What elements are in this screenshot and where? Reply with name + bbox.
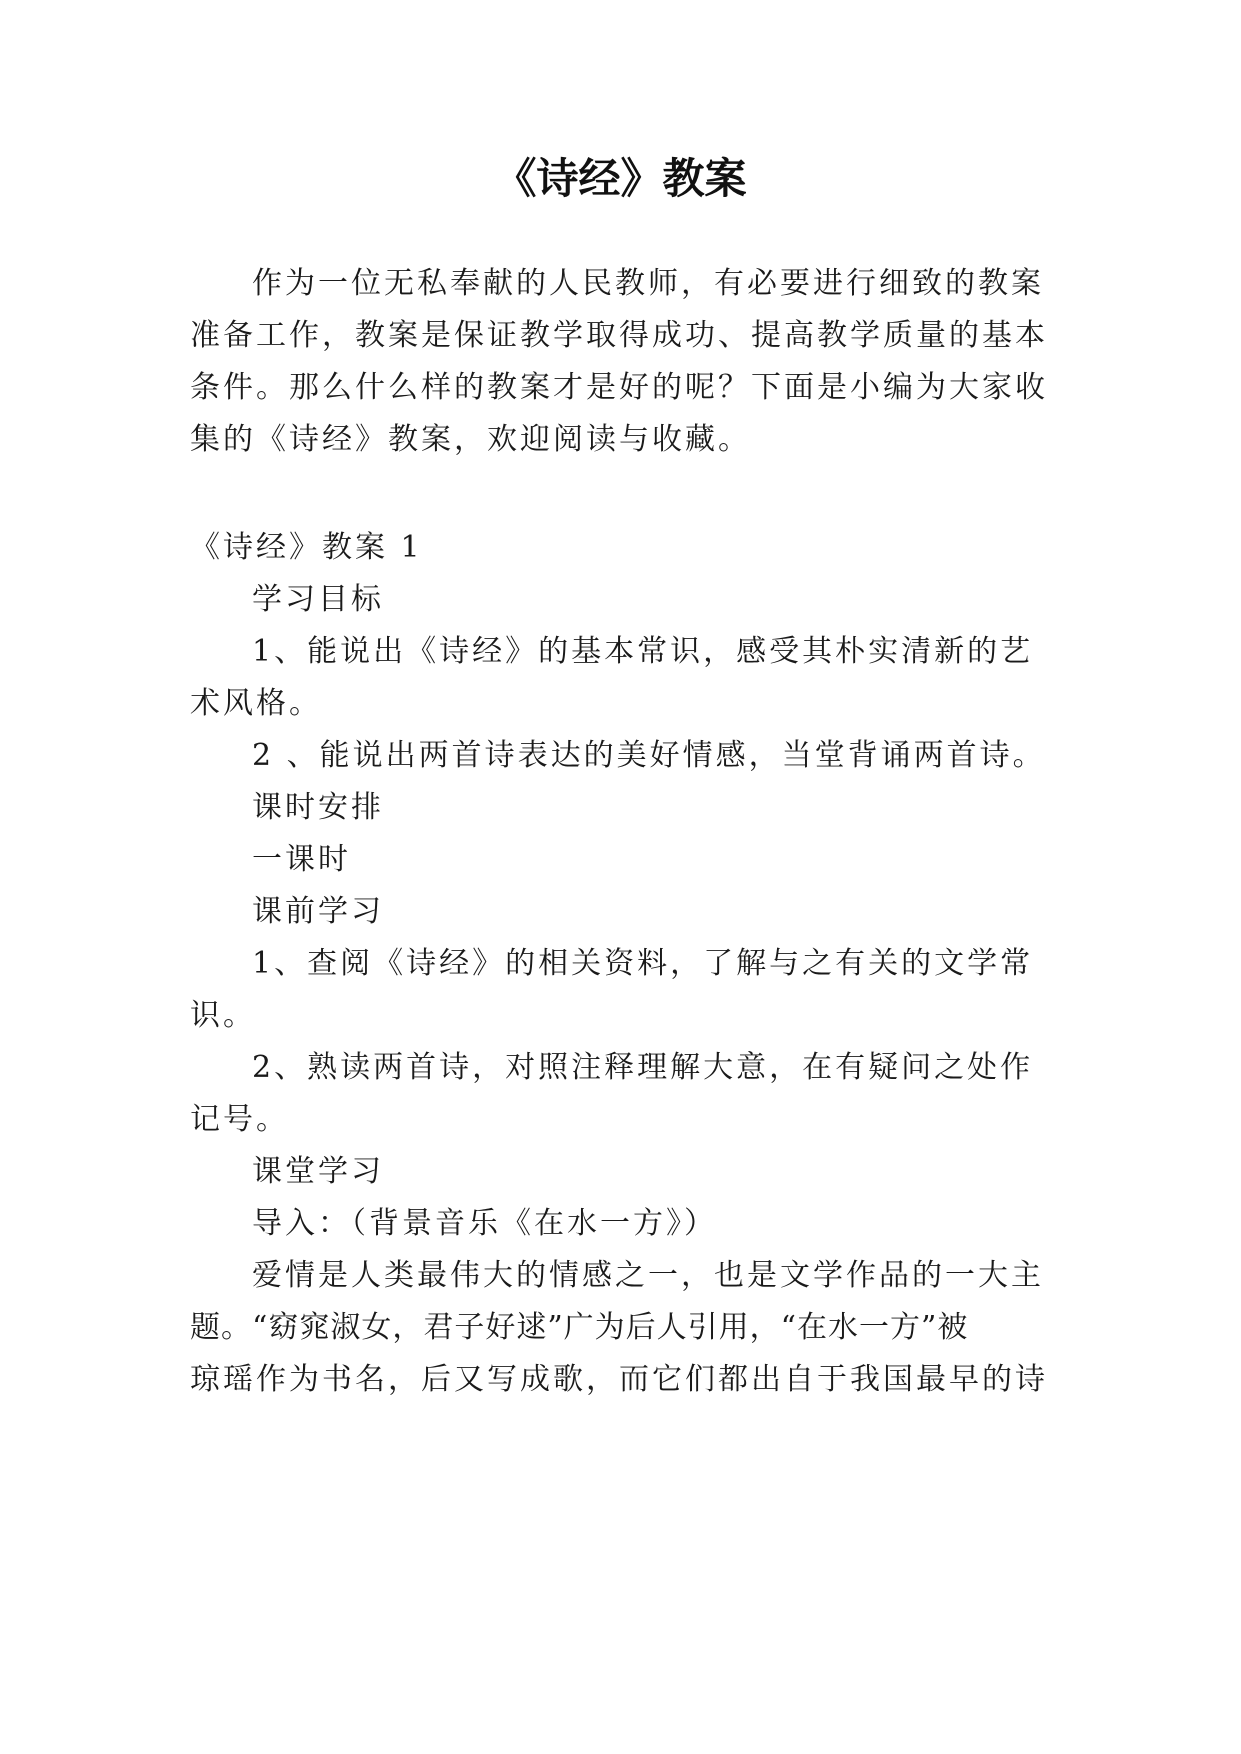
paragraph-line-2: 题。“窈窕淑女，君子好逑”广为后人引用，“在水一方”被 [190,1310,969,1345]
intro-line-2: 准备工作，教案是保证教学取得成功、提高教学质量的基本 [190,318,1048,353]
heading-prestudy: 课前学习 [252,894,384,929]
goal-1-line-1: 1、能说出《诗经》的基本常识，感受其朴实清新的艺 [252,634,1034,669]
intro-music: 导入：（背景音乐《在水一方》） [252,1206,717,1241]
goal-1-line-2: 术风格。 [190,686,322,721]
prestudy-1-line-2: 识。 [190,998,256,1033]
paragraph-line-3: 琼瑶作为书名，后又写成歌，而它们都出自于我国最早的诗 [190,1362,1048,1397]
intro-line-1: 作为一位无私奉献的人民教师，有必要进行细致的教案 [252,266,1044,301]
goal-2: 2 、能说出两首诗表达的美好情感，当堂背诵两首诗。 [252,738,1046,773]
paragraph-line-1: 爱情是人类最伟大的情感之一，也是文学作品的一大主 [252,1258,1044,1293]
schedule-value: 一课时 [252,842,351,877]
section-heading: 《诗经》教案 1 [190,530,423,565]
prestudy-1-line-1: 1、查阅《诗经》的相关资料，了解与之有关的文学常 [252,946,1034,981]
heading-classroom: 课堂学习 [252,1154,384,1189]
document-title: 《诗经》教案 [494,154,747,203]
prestudy-2-line-1: 2、熟读两首诗，对照注释理解大意，在有疑问之处作 [252,1050,1034,1085]
heading-learning-goals: 学习目标 [252,582,384,617]
intro-line-3: 条件。那么什么样的教案才是好的呢？下面是小编为大家收 [190,370,1048,405]
intro-line-4: 集的《诗经》教案，欢迎阅读与收藏。 [190,422,751,457]
prestudy-2-line-2: 记号。 [190,1102,289,1137]
heading-schedule: 课时安排 [252,790,384,825]
